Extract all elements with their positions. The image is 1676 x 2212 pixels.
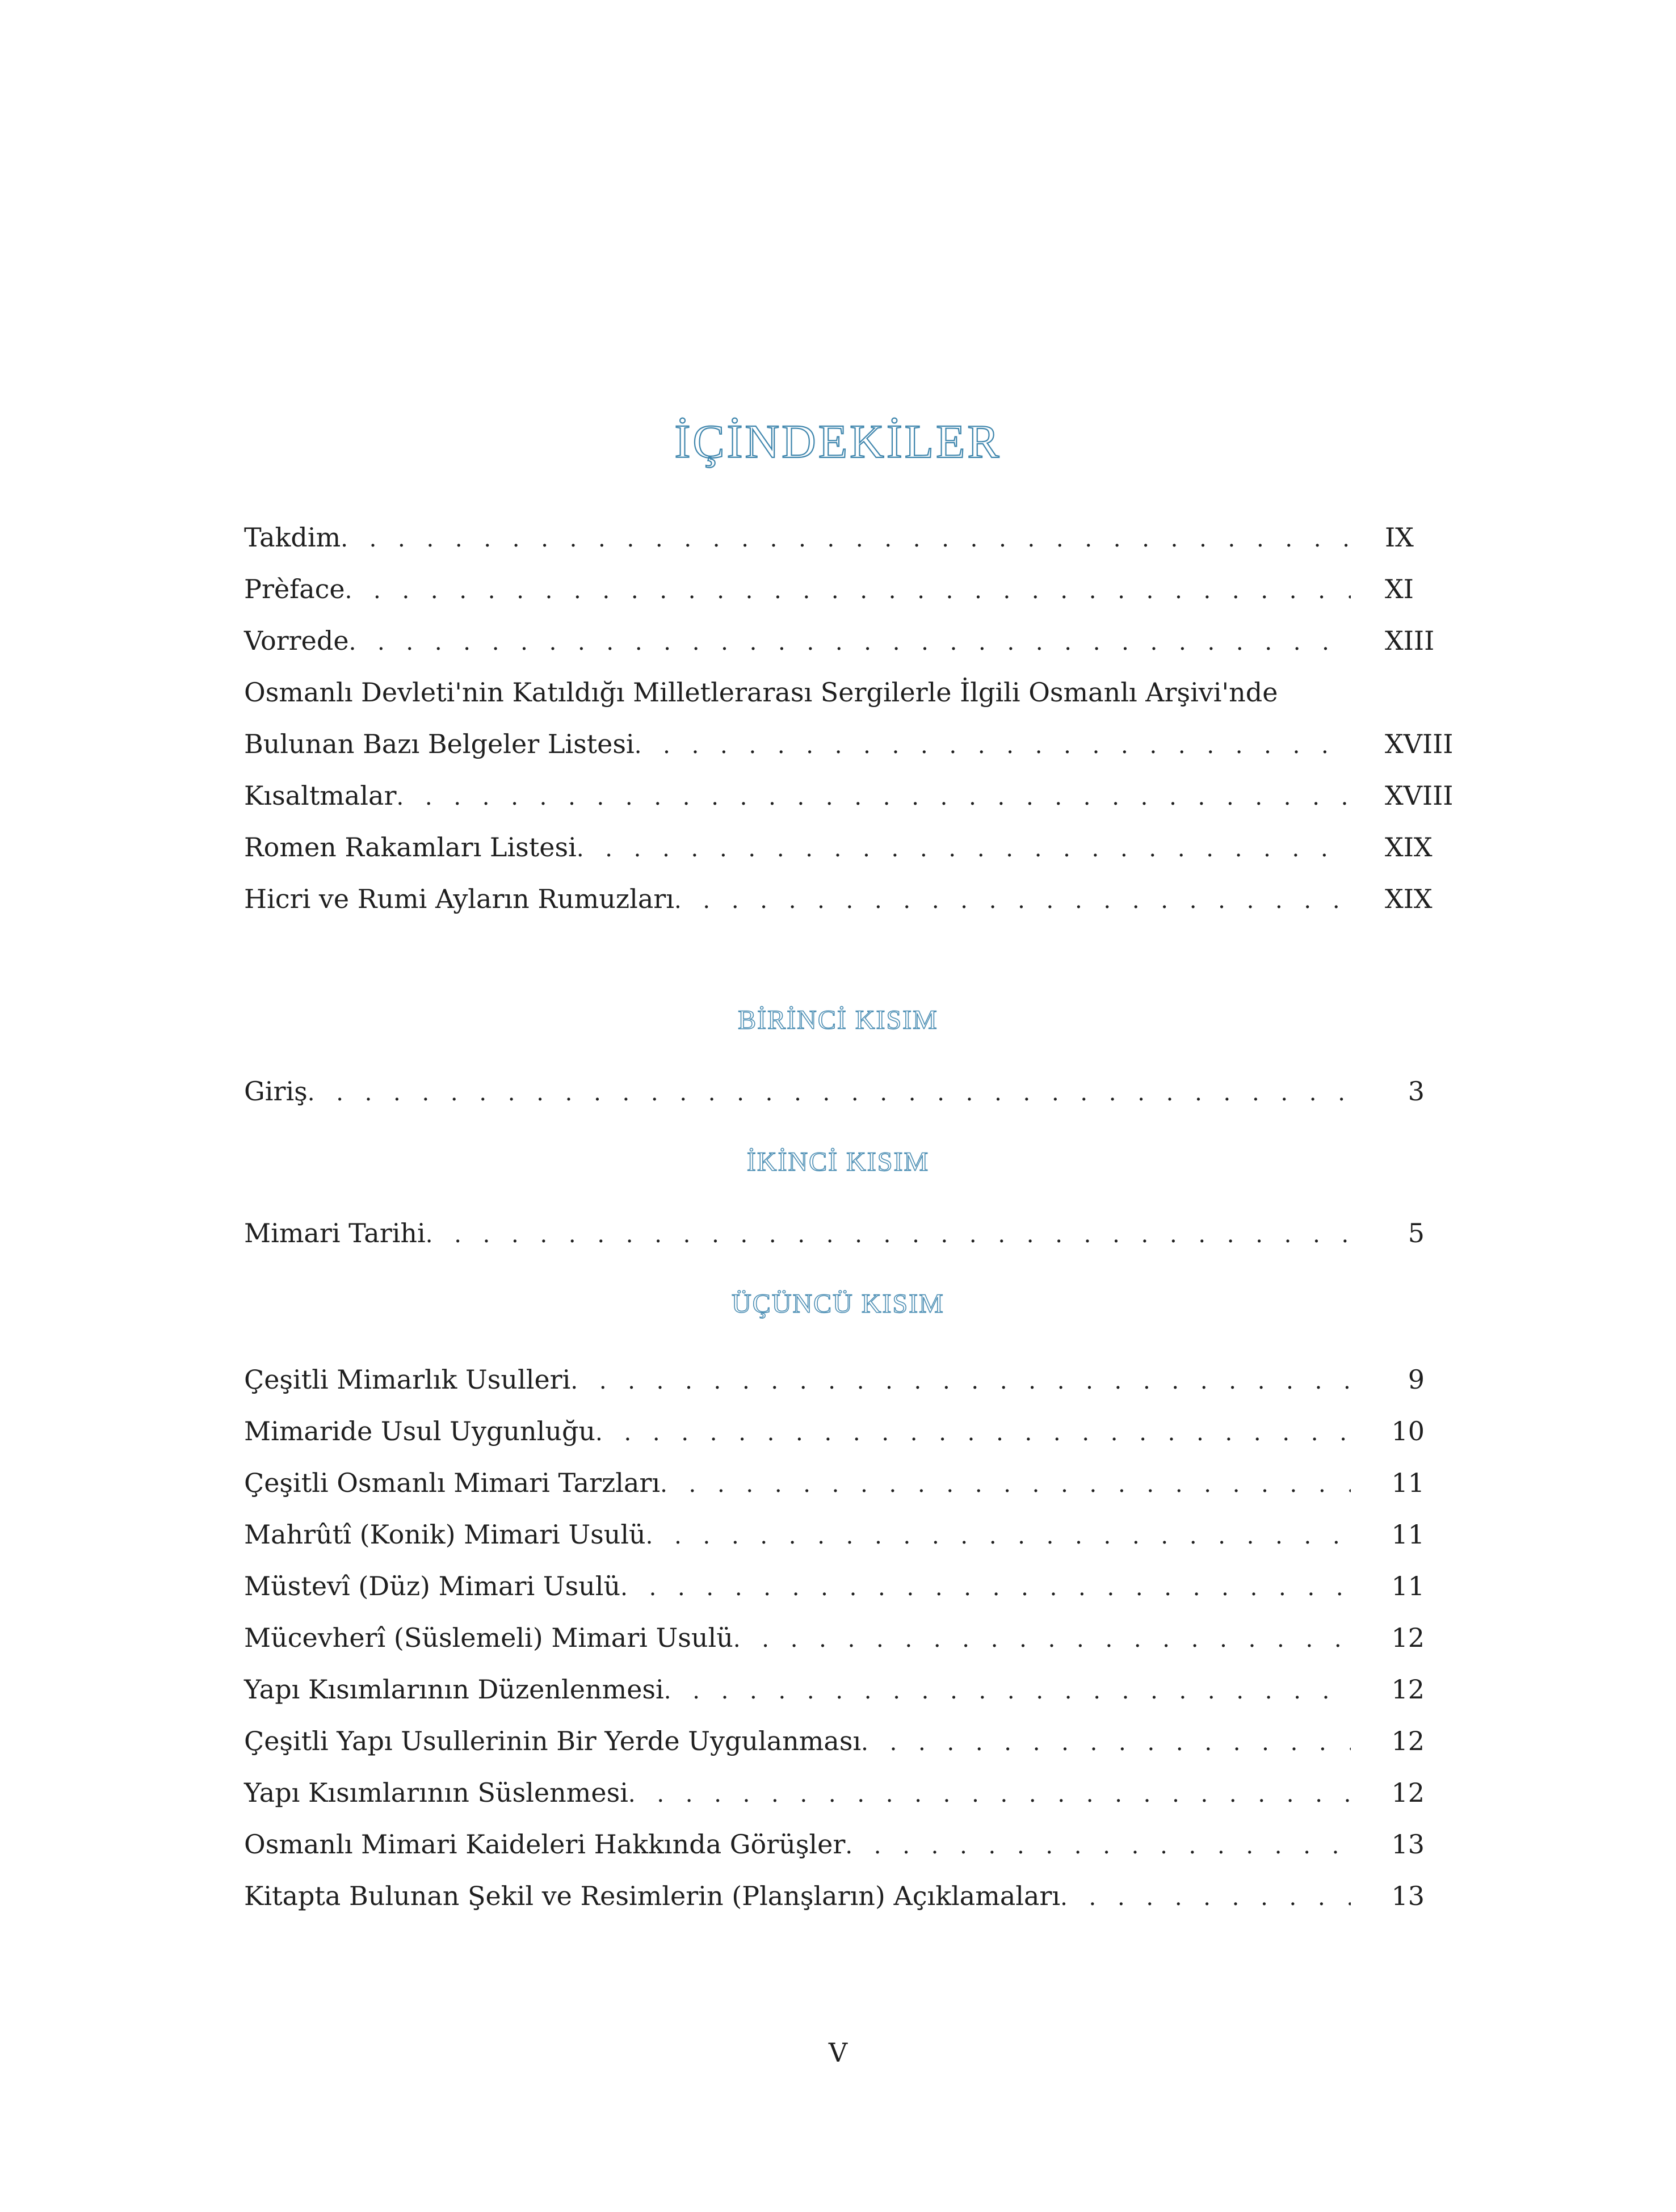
toc-entry-page: 12 xyxy=(1391,1622,1425,1653)
toc-entry-label: Mücevherî (Süslemeli) Mimari Usulü xyxy=(244,1622,733,1653)
leader-dots xyxy=(620,1568,1351,1608)
toc-entry-page: 13 xyxy=(1391,1881,1425,1911)
toc-entry-label: Romen Rakamları Listesi xyxy=(244,832,577,863)
toc-entry-page: XI xyxy=(1385,574,1414,604)
toc-entry[interactable] xyxy=(244,1773,1447,1813)
leader-dots xyxy=(635,726,1351,766)
toc-entry-label: Çeşitli Mimarlık Usulleri xyxy=(244,1364,571,1395)
leader-dots xyxy=(733,1620,1351,1659)
toc-entry-label: Mimari Tarihi xyxy=(244,1218,426,1248)
section-heading-part2: İKİNCİ KISIM xyxy=(746,1147,930,1177)
toc-entry-belgeler[interactable] xyxy=(244,724,1454,764)
toc-entry-page: 11 xyxy=(1391,1467,1425,1498)
section-heading-part1: BİRİNCİ KISIM xyxy=(738,1005,938,1035)
toc-entry-label: Takdim xyxy=(244,522,341,553)
toc-entry-label: Mimaride Usul Uygunluğu xyxy=(244,1416,596,1446)
toc-entry-page: 13 xyxy=(1391,1829,1425,1860)
toc-entry-page: XVIII xyxy=(1385,780,1454,811)
toc-entry-label: Osmanlı Devleti'nin Katıldığı Milletlerarası Sergilerle İlgili Osmanlı Arşivi'nde xyxy=(244,677,1278,708)
toc-entry-label: Mahrûtî (Konik) Mimari Usulü xyxy=(244,1519,646,1550)
leader-dots xyxy=(628,1774,1351,1814)
leader-dots xyxy=(426,1215,1351,1255)
toc-entry-label: Kitapta Bulunan Şekil ve Resimlerin (Planşların) Açıklamaları xyxy=(244,1881,1061,1911)
toc-entry-label: Müstevî (Düz) Mimari Usulü xyxy=(244,1571,621,1601)
leader-dots xyxy=(1060,1878,1351,1917)
leader-dots xyxy=(664,1671,1351,1711)
leader-dots xyxy=(308,1073,1351,1113)
toc-entry-giris[interactable] xyxy=(244,1071,1447,1111)
toc-entry-label: Yapı Kısımlarının Süslenmesi xyxy=(244,1777,628,1808)
leader-dots xyxy=(861,1723,1351,1763)
leader-dots xyxy=(845,1826,1351,1866)
toc-entry-label: Çeşitli Osmanlı Mimari Tarzları xyxy=(244,1467,661,1498)
toc-entry-page: IX xyxy=(1385,522,1414,553)
toc-entry-page: 11 xyxy=(1391,1571,1425,1601)
toc-entry-page: 10 xyxy=(1391,1416,1425,1446)
toc-entry[interactable] xyxy=(244,1824,1447,1864)
toc-entry-label: Kısaltmalar xyxy=(244,780,397,811)
toc-entry-label: Yapı Kısımlarının Düzenlenmesi xyxy=(244,1674,664,1705)
leader-dots xyxy=(570,1361,1351,1401)
toc-entry-label: Çeşitli Yapı Usullerinin Bir Yerde Uygulanması xyxy=(244,1726,862,1756)
toc-entry-takdim[interactable] xyxy=(244,518,1447,557)
section-heading-part3: ÜÇÜNCÜ KISIM xyxy=(732,1289,944,1319)
toc-entry-page: 5 xyxy=(1408,1218,1425,1248)
toc-entry[interactable] xyxy=(244,1721,1447,1761)
toc-entry-page: 12 xyxy=(1391,1674,1425,1705)
toc-entry-page: 9 xyxy=(1408,1364,1425,1395)
toc-entry-label: Giriş xyxy=(244,1076,308,1107)
toc-entry-page: 12 xyxy=(1391,1777,1425,1808)
toc-entry-preface[interactable] xyxy=(244,569,1447,609)
toc-entry-belgeler-line1[interactable] xyxy=(244,672,1447,712)
toc-entry[interactable] xyxy=(244,1618,1447,1658)
toc-entry-label: Hicri ve Rumi Ayların Rumuzları xyxy=(244,884,674,914)
toc-entry-page: 11 xyxy=(1391,1519,1425,1550)
toc-entry-vorrede[interactable] xyxy=(244,621,1447,661)
toc-entry[interactable] xyxy=(244,1360,1447,1399)
leader-dots xyxy=(646,1516,1351,1556)
toc-entry[interactable] xyxy=(244,1515,1447,1554)
toc-entry-page: XVIII xyxy=(1385,729,1454,759)
toc-entry[interactable] xyxy=(244,1463,1447,1503)
leader-dots xyxy=(577,829,1351,869)
toc-entry-romen-rakamlari[interactable] xyxy=(244,827,1447,867)
leader-dots xyxy=(595,1413,1351,1453)
toc-entry-label: Osmanlı Mimari Kaideleri Hakkında Görüşler xyxy=(244,1829,846,1860)
leader-dots xyxy=(396,777,1351,817)
toc-entry-rumuzlar[interactable] xyxy=(244,879,1447,919)
leader-dots xyxy=(345,571,1351,611)
toc-entry[interactable] xyxy=(244,1876,1447,1916)
toc-entry-label: Bulunan Bazı Belgeler Listesi xyxy=(244,729,635,759)
toc-entry[interactable] xyxy=(244,1566,1447,1606)
toc-entry[interactable] xyxy=(244,1669,1447,1709)
leader-dots xyxy=(341,519,1351,559)
leader-dots xyxy=(660,1465,1351,1504)
toc-entry[interactable] xyxy=(244,1411,1447,1451)
toc-entry-page: XIX xyxy=(1385,832,1433,863)
toc-entry-mimari-tarihi[interactable] xyxy=(244,1213,1447,1253)
page-title: İÇİNDEKİLER xyxy=(674,415,1002,468)
toc-entry-page: XIX xyxy=(1385,884,1433,914)
toc-entry-kisaltmalar[interactable] xyxy=(244,776,1454,815)
leader-dots xyxy=(674,881,1351,920)
toc-entry-label: Vorrede xyxy=(244,625,349,656)
toc-entry-page: XIII xyxy=(1385,625,1435,656)
leader-dots xyxy=(349,623,1351,662)
toc-entry-label: Prèface xyxy=(244,574,345,604)
toc-entry-page: 12 xyxy=(1391,1726,1425,1756)
page-number: V xyxy=(828,2037,848,2068)
toc-entry-page: 3 xyxy=(1408,1076,1425,1107)
